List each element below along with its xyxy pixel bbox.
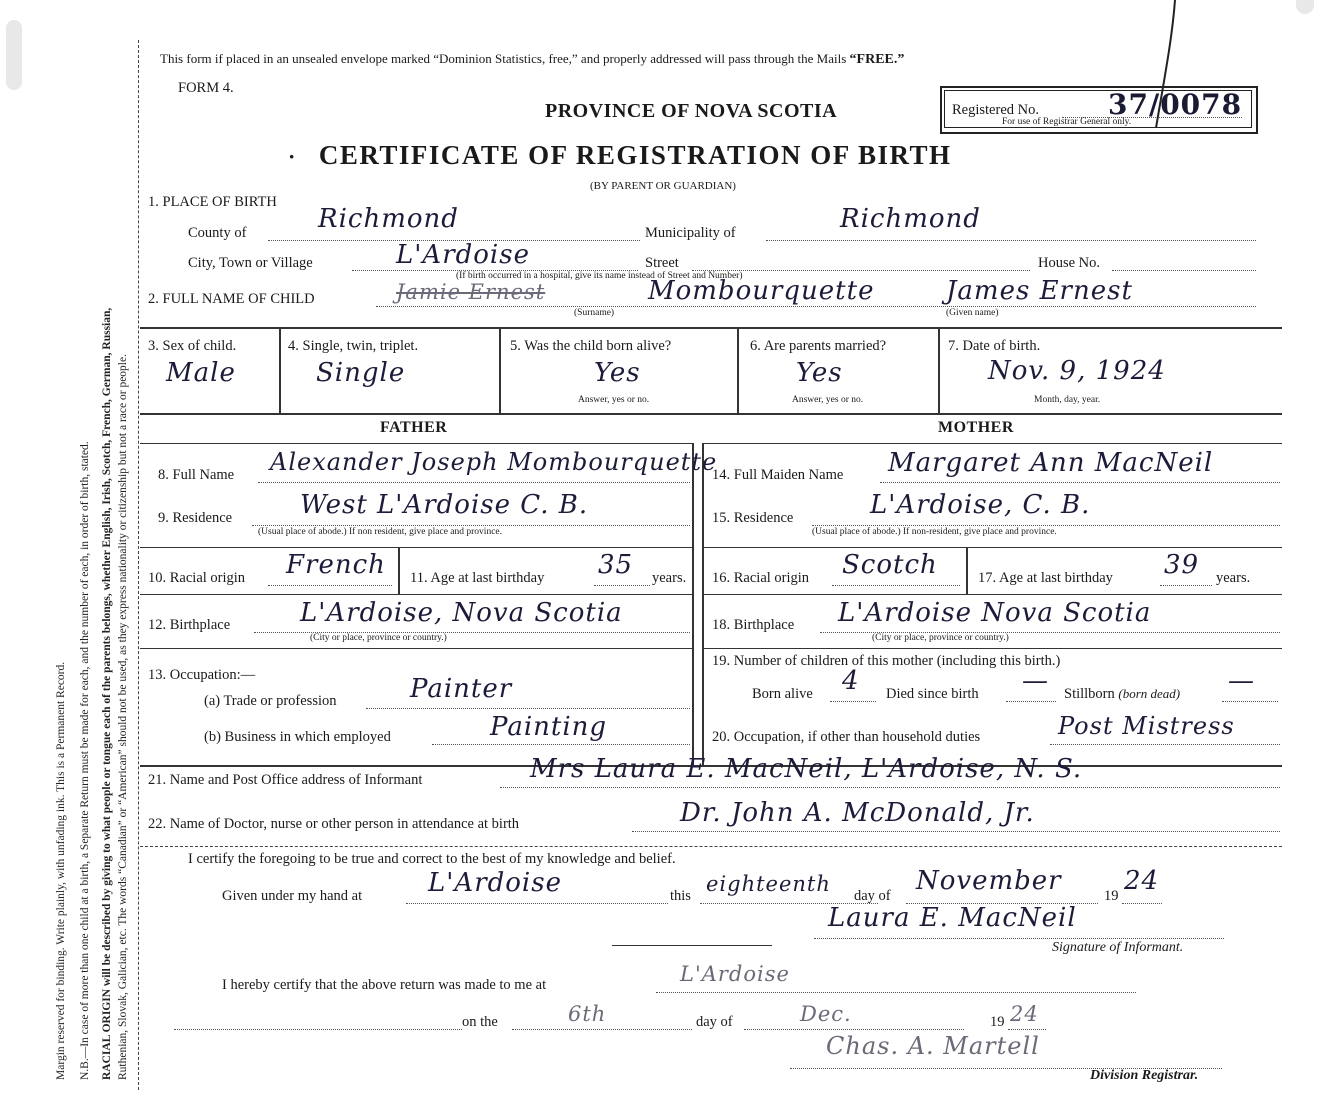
father-age-value: 35	[598, 550, 634, 580]
certify-statement: I certify the foregoing to be true and correct to the best of my knowledge and belief.	[188, 851, 676, 867]
informant-line	[500, 787, 1280, 788]
mother-age-line	[1160, 585, 1212, 586]
hospital-note: (If birth occurred in a hospital, give its name instead of Street and Number)	[456, 271, 743, 281]
born-alive-label: 5. Was the child born alive?	[510, 338, 672, 354]
registrar-day-of-label: day of	[696, 1014, 733, 1030]
registrar-use-note: For use of Registrar General only.	[1002, 117, 1132, 127]
stillborn-line	[1222, 701, 1278, 702]
married-value: Yes	[796, 358, 843, 388]
father-residence-label: 9. Residence	[158, 510, 233, 526]
born-alive-caption: Answer, yes or no.	[578, 395, 650, 405]
child-given-name: James Ernest	[946, 276, 1133, 306]
stillborn-value: —	[1228, 666, 1255, 696]
registrar-month-line	[744, 1029, 964, 1030]
registrar-left-line	[174, 1029, 462, 1030]
city-label: City, Town or Village	[188, 255, 313, 271]
rule	[704, 443, 1282, 444]
father-years: years.	[652, 570, 687, 586]
child-name-line	[376, 306, 1256, 307]
registrar-statement: I hereby certify that the above return was made to me at	[222, 977, 547, 993]
surname-caption: (Surname)	[574, 308, 615, 318]
father-racial-label: 10. Racial origin	[148, 570, 246, 586]
father-name-line	[258, 482, 690, 483]
margin-rule	[138, 40, 139, 1090]
mother-age-label: 17. Age at last birthday	[978, 570, 1113, 586]
father-business-label: (b) Business in which employed	[204, 729, 391, 745]
child-surname: Mombourquette	[648, 276, 875, 306]
informant-value: Mrs Laura E. MacNeil, L'Ardoise, N. S.	[530, 754, 1083, 784]
doctor-value: Dr. John A. McDonald, Jr.	[680, 798, 1035, 828]
mother-name-value: Margaret Ann MacNeil	[888, 448, 1214, 478]
registrar-on-the-label: on the	[462, 1014, 498, 1030]
father-trade-line	[366, 708, 690, 709]
rule	[279, 327, 281, 413]
mother-racial-value: Scotch	[842, 550, 938, 580]
rule	[140, 327, 1282, 329]
plurality-label: 4. Single, twin, triplet.	[288, 338, 419, 354]
rule	[499, 327, 501, 413]
died-value: —	[1022, 666, 1049, 696]
registrar-day-value: 6th	[568, 1002, 607, 1026]
father-birthplace-value: L'Ardoise, Nova Scotia	[300, 598, 623, 628]
postal-notice-text: This form if placed in an unsealed envelope marked “Dominion Statistics, free,” and properly addressed will pass through the Mails	[160, 51, 847, 66]
registrar-month-value: Dec.	[800, 1002, 852, 1026]
registrar-place-value: L'Ardoise	[680, 962, 790, 986]
mother-occupation-value: Post Mistress	[1058, 712, 1235, 740]
doctor-line	[632, 831, 1280, 832]
dob-caption: Month, day, year.	[1034, 395, 1101, 405]
given-year-line	[1122, 903, 1162, 904]
house-line	[1112, 270, 1256, 271]
certificate-subtitle: (BY PARENT OR GUARDIAN)	[590, 180, 736, 192]
mother-children-label: 19. Number of children of this mother (including this birth.)	[712, 653, 1061, 669]
father-business-line	[432, 744, 690, 745]
registrar-day-line	[512, 1029, 692, 1030]
informant-signature: Laura E. MacNeil	[828, 903, 1077, 933]
doctor-label: 22. Name of Doctor, nurse or other person in attendance at birth	[148, 816, 520, 832]
mother-years: years.	[1216, 570, 1251, 586]
mother-racial-line	[832, 585, 960, 586]
given-day-value: eighteenth	[706, 872, 831, 896]
married-caption: Answer, yes or no.	[792, 395, 864, 405]
rule	[692, 443, 694, 765]
mother-birthplace-value: L'Ardoise Nova Scotia	[838, 598, 1152, 628]
county-value: Richmond	[318, 204, 459, 234]
county-label: County of	[188, 225, 247, 241]
registered-label: Registered No.	[952, 102, 1039, 118]
certificate-title-text: CERTIFICATE OF REGISTRATION OF BIRTH	[318, 140, 952, 170]
dash-rule	[140, 846, 1282, 847]
informant-signature-line	[814, 938, 1224, 939]
rule	[140, 443, 692, 444]
stillborn-caption: (born dead)	[1118, 686, 1181, 701]
dob-value: Nov. 9, 1924	[988, 356, 1166, 386]
pen-stroke	[1150, 0, 1180, 130]
born-alive-count-label: Born alive	[752, 686, 813, 702]
rule	[938, 327, 940, 413]
mother-birthplace-caption: (City or place, province or country.)	[872, 633, 1009, 643]
place-of-birth-label: 1. PLACE OF BIRTH	[148, 194, 277, 210]
father-residence-value: West L'Ardoise C. B.	[300, 490, 589, 520]
rule	[140, 594, 692, 595]
margin-note-racial: RACIAL ORIGIN will be described by giving to what people or tongue each of the parents belongs, whether English, Irish, Scotch, French, German, Russian,	[101, 307, 113, 1080]
registered-number: 37/0078	[1108, 88, 1243, 121]
registrar-year-value: 24	[1010, 1002, 1039, 1026]
father-trade-label: (a) Trade or profession	[204, 693, 337, 709]
given-year-value: 24	[1124, 866, 1160, 896]
mother-age-value: 39	[1164, 550, 1200, 580]
father-racial-value: French	[286, 550, 386, 580]
father-abode-caption: (Usual place of abode.) If non resident, give place and province.	[258, 527, 502, 537]
given-this-label: this	[670, 888, 691, 904]
rule	[704, 648, 1282, 649]
rule	[966, 547, 968, 594]
father-birthplace-caption: (City or place, province or country.)	[310, 633, 447, 643]
father-occupation-label: 13. Occupation:—	[148, 667, 256, 683]
father-age-label: 11. Age at last birthday	[410, 570, 545, 586]
given-year-prefix: 19	[1104, 888, 1119, 904]
corner-hole	[1296, 0, 1314, 14]
sex-value: Male	[166, 358, 236, 388]
rule	[140, 547, 692, 548]
postal-free: “FREE.”	[849, 52, 905, 67]
died-label: Died since birth	[886, 686, 979, 702]
father-trade-value: Painter	[410, 674, 513, 704]
street-label: Street	[645, 255, 679, 271]
father-racial-line	[268, 585, 392, 586]
born-alive-count-line	[830, 701, 876, 702]
child-name-label: 2. FULL NAME OF CHILD	[148, 291, 315, 307]
mother-residence-label: 15. Residence	[712, 510, 794, 526]
father-name-label: 8. Full Name	[158, 467, 235, 483]
registrar-year-prefix: 19	[990, 1014, 1005, 1030]
margin-note-racial-2: Ruthenian, Slovak, Galician, etc. The words “Canadian” or “American” should not be used, as they express nationality or citizenship but not a race or people.	[117, 354, 129, 1080]
given-place-value: L'Ardoise	[428, 868, 562, 898]
mother-residence-value: L'Ardoise, C. B.	[870, 490, 1091, 520]
informant-label: 21. Name and Post Office address of Informant	[148, 772, 423, 788]
struck-name: Jamie Ernest	[396, 280, 546, 304]
rule	[704, 547, 1282, 548]
given-under-label: Given under my hand at	[222, 888, 363, 904]
mother-birthplace-label: 18. Birthplace	[712, 617, 795, 633]
rule	[140, 648, 692, 649]
form-number: FORM 4.	[178, 80, 234, 96]
postal-notice	[160, 51, 904, 68]
municipality-value: Richmond	[840, 204, 981, 234]
rule	[702, 443, 704, 765]
given-day-of-label: day of	[854, 888, 891, 904]
given-name-caption: (Given name)	[946, 308, 999, 318]
city-value: L'Ardoise	[396, 240, 530, 270]
province-title: PROVINCE OF NOVA SCOTIA	[545, 100, 838, 122]
mother-abode-caption: (Usual place of abode.) If non-resident, give place and province.	[812, 527, 1057, 537]
registrar-signature-caption: Division Registrar.	[1090, 1068, 1199, 1083]
sex-label: 3. Sex of child.	[148, 338, 237, 354]
mother-name-label: 14. Full Maiden Name	[712, 467, 844, 483]
mother-occupation-label: 20. Occupation, if other than household duties	[712, 729, 981, 745]
dob-label: 7. Date of birth.	[948, 338, 1041, 354]
rule	[612, 945, 772, 946]
father-age-line	[594, 585, 650, 586]
mother-heading: MOTHER	[938, 419, 1014, 436]
born-alive-count-value: 4	[842, 666, 860, 696]
rule	[704, 594, 1282, 595]
registrar-year-line	[1008, 1029, 1046, 1030]
married-label: 6. Are parents married?	[750, 338, 887, 354]
certificate-title: · CERTIFICATE OF REGISTRATION OF BIRTH	[288, 140, 952, 170]
father-residence-line	[252, 525, 690, 526]
margin-note-nb: N.B.—In case of more than one child at a birth, a Separate Return must be made for each, and the number of each, in order of birth, stated.	[79, 441, 91, 1080]
died-line	[1006, 701, 1056, 702]
municipality-label: Municipality of	[645, 225, 736, 241]
municipality-line	[766, 240, 1256, 241]
binder-hole	[6, 20, 22, 90]
house-label: House No.	[1038, 255, 1101, 271]
mother-occupation-line	[1050, 744, 1280, 745]
registrar-signature: Chas. A. Martell	[826, 1032, 1040, 1060]
mother-name-line	[880, 482, 1280, 483]
plurality-value: Single	[316, 358, 406, 388]
informant-signature-caption: Signature of Informant.	[1052, 940, 1184, 955]
father-business-value: Painting	[490, 712, 608, 742]
rule	[398, 547, 400, 594]
mother-residence-line	[812, 525, 1280, 526]
given-month-value: November	[916, 866, 1062, 896]
father-heading: FATHER	[380, 419, 448, 436]
stillborn	[1064, 686, 1180, 703]
father-birthplace-label: 12. Birthplace	[148, 617, 231, 633]
stillborn-label: Stillborn	[1064, 686, 1115, 702]
margin-note-binding: Margin reserved for binding. Write plainly, with unfading ink. This is a Permanent Record.	[55, 661, 67, 1080]
mother-racial-label: 16. Racial origin	[712, 570, 810, 586]
father-name-value: Alexander Joseph Mombourquette	[270, 448, 718, 476]
born-alive-value: Yes	[594, 358, 641, 388]
given-place-line	[406, 903, 668, 904]
registrar-place-line	[656, 992, 1136, 993]
rule	[140, 413, 1282, 415]
rule	[737, 327, 739, 413]
